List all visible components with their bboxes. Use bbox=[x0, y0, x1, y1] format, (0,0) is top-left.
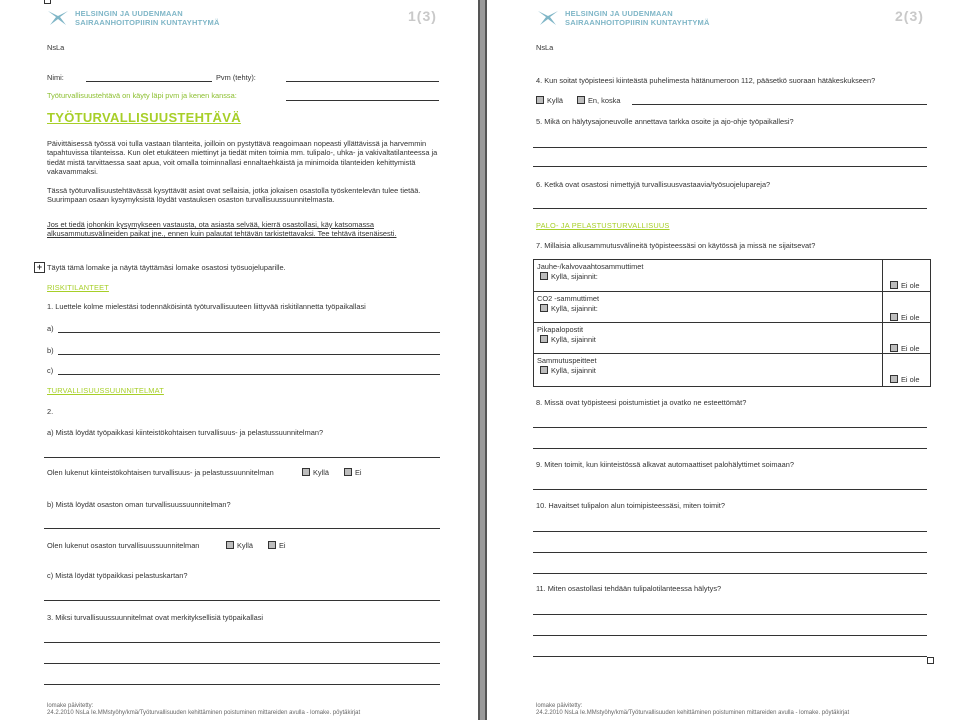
footer-path: 24.2.2010 NsLa Ie.MMstyöhy/kmä/Työturvallisuuden kehittäminen poistuminen mittareiden avulla - lomake. pöytäkirjat bbox=[47, 710, 361, 716]
table-row-no-option[interactable] bbox=[890, 375, 920, 384]
option-label: Ei ole bbox=[901, 281, 920, 290]
unit-label: NsLa bbox=[536, 43, 554, 52]
table-row-yes-option[interactable] bbox=[540, 304, 598, 313]
question-9: 9. Miten toimit, kun kiinteistössä alkavat automaattiset palohälyttimet soimaan? bbox=[536, 460, 794, 469]
option-label: Ei ole bbox=[901, 344, 920, 353]
answer-9-field[interactable] bbox=[533, 489, 927, 490]
table-row-separator bbox=[534, 353, 930, 354]
answer-10-line-1[interactable] bbox=[533, 531, 927, 532]
answer-2a-field[interactable] bbox=[44, 457, 440, 458]
answer-8-line-1[interactable] bbox=[533, 427, 927, 428]
answer-11-line-2[interactable] bbox=[533, 635, 927, 636]
hus-cross-icon bbox=[46, 9, 70, 27]
answer-3-line-1[interactable] bbox=[44, 642, 440, 643]
section-title-riskitilanteet: RISKITILANTEET bbox=[47, 283, 109, 292]
answer-10-line-2[interactable] bbox=[533, 552, 927, 553]
read-plan-question: Olen lukenut kiinteistökohtaisen turvallisuus- ja pelastussuunnitelman bbox=[47, 468, 274, 477]
option-label: Ei ole bbox=[901, 313, 920, 322]
question-10: 10. Havaitset tulipalon alun toimipisteessäsi, miten toimit? bbox=[536, 501, 725, 510]
expand-icon[interactable]: + bbox=[34, 262, 45, 273]
checkbox[interactable] bbox=[890, 281, 898, 289]
question-8: 8. Missä ovat työpisteesi poistumistiet ja ovatko ne esteettömät? bbox=[536, 398, 747, 407]
answer-1a-label: a) bbox=[47, 324, 54, 333]
q4-yes-option[interactable] bbox=[536, 96, 563, 105]
table-row-no-option[interactable] bbox=[890, 281, 920, 290]
table-row-yes-option[interactable] bbox=[540, 335, 596, 344]
read-plan-no-option[interactable] bbox=[344, 468, 362, 477]
answer-2c-field[interactable] bbox=[44, 600, 440, 601]
option-label: Kyllä, sijainnit: bbox=[551, 304, 598, 313]
logo-line-2: SAIRAANHOITOPIIRIN KUNTAYHTYMÄ bbox=[565, 18, 710, 27]
answer-1c-label: c) bbox=[47, 366, 54, 375]
question-2: 2. bbox=[47, 407, 54, 416]
answer-5-line-1[interactable] bbox=[533, 147, 927, 148]
logo-line-1: HELSINGIN JA UUDENMAAN bbox=[75, 9, 183, 18]
unit-label: NsLa bbox=[47, 43, 65, 52]
intro-paragraph-2: Tässä työturvallisuustehtävässä kysyttävät asiat ovat sellaisia, jotka jokaisen osastolla työskentelevän tulee tietää. Suurimpaan osaan kysymyksistä löydät vastauksen osaston turvallisuussuunnitelmasta. bbox=[47, 186, 421, 205]
q4-reason-field[interactable] bbox=[632, 104, 927, 105]
intro-paragraph-1: Päivittäisessä työssä voi tulla vastaan tilanteita, joilloin on pystyttävä reagoimaan nopeasti yllättävissä ja harvemmin tapahtuvissa tilanteissa. Kun olet etukäteen miettinyt ja tiedät miten toimia mm. tulipalo-, uhka- ja vakivaltatilanteessa ja tiedät mistä tarvittaessa saat apua, voit omalla toiminnallasi ennaltaehkäistä ja minimoida tilanteiden kehittymistä vakavammaksi. bbox=[47, 139, 438, 177]
hus-logo bbox=[536, 9, 710, 27]
q4-no-option[interactable] bbox=[577, 96, 620, 105]
answer-11-line-1[interactable] bbox=[533, 614, 927, 615]
table-row-no-option[interactable] bbox=[890, 313, 920, 322]
checkbox[interactable] bbox=[536, 96, 544, 104]
table-divider bbox=[882, 260, 883, 386]
question-3: 3. Miksi turvallisuussuunnitelmat ovat merkityksellisiä työpaikallasi bbox=[47, 613, 264, 622]
date-field[interactable] bbox=[286, 81, 439, 82]
table-row-yes-option[interactable] bbox=[540, 366, 596, 375]
footer-updated-label: lomake päivitetty: bbox=[536, 703, 583, 709]
table-row-yes-option[interactable] bbox=[540, 272, 598, 281]
option-label: Kyllä, sijainnit bbox=[551, 335, 596, 344]
answer-1c-field[interactable] bbox=[58, 374, 440, 375]
question-2b: b) Mistä löydät osaston oman turvallisuussuunnitelman? bbox=[47, 500, 231, 509]
question-4: 4. Kun soitat työpisteesi kiinteästä puhelimesta hätänumeroon 112, pääsetkö suoraan hätäkeskukseen? bbox=[536, 76, 876, 85]
page-corner-marker bbox=[44, 0, 51, 4]
table-row-separator bbox=[534, 322, 930, 323]
intro-paragraph-3: Jos et tiedä johonkin kysymykseen vastausta, ota asiasta selvää, kierrä osastollasi, käy katsomassa alkusammutusvälineiden paikat jne., ennen kuin palautat tehtävän tarkistettavaksi. Tee tehtävä itsenäisesti. bbox=[47, 220, 397, 239]
checkbox[interactable] bbox=[890, 344, 898, 352]
question-2a: a) Mistä löydät työpaikkasi kiinteistökohtaisen turvallisuus- ja pelastussuunnitelman? bbox=[47, 428, 324, 437]
document-page-2 bbox=[487, 0, 960, 720]
answer-6-field[interactable] bbox=[533, 208, 927, 209]
review-label: Työturvallisuustehtävä on käyty läpi pvm ja kenen kanssa: bbox=[47, 91, 237, 100]
name-field[interactable] bbox=[86, 81, 212, 82]
logo-line-1: HELSINGIN JA UUDENMAAN bbox=[565, 9, 673, 18]
answer-10-line-3[interactable] bbox=[533, 573, 927, 574]
answer-8-line-2[interactable] bbox=[533, 448, 927, 449]
checkbox[interactable] bbox=[302, 468, 310, 476]
footer-updated-label: lomake päivitetty: bbox=[47, 703, 94, 709]
read-unit-plan-question: Olen lukenut osaston turvallisuussuunnitelman bbox=[47, 541, 200, 550]
table-row-name: Pikapalopostit bbox=[537, 325, 584, 334]
page-edge-left bbox=[478, 0, 480, 720]
option-label: Kyllä bbox=[547, 96, 564, 105]
table-row-separator bbox=[534, 291, 930, 292]
footer bbox=[47, 703, 360, 717]
document-page-1 bbox=[0, 0, 478, 720]
footer bbox=[536, 703, 849, 717]
question-6: 6. Ketkä ovat osastosi nimettyjä turvallisuusvastaavia/työsuojelupareja? bbox=[536, 180, 771, 189]
document-title: TYÖTURVALLISUUSTEHTÄVÄ bbox=[47, 110, 241, 125]
read-plan-yes-option[interactable] bbox=[302, 468, 329, 477]
instruction-text: Täytä tämä lomake ja näytä täyttämäsi lomake osastosi työsuojeluparille. bbox=[47, 263, 286, 272]
checkbox[interactable] bbox=[344, 468, 352, 476]
question-5: 5. Mikä on hälytysajoneuvolle annettava tarkka osoite ja ajo-ohje työpaikallesi? bbox=[536, 117, 794, 126]
question-11: 11. Miten osastollasi tehdään tulipalotilanteessa hälytys? bbox=[536, 584, 722, 593]
checkbox[interactable] bbox=[540, 304, 548, 312]
option-label: Kyllä bbox=[313, 468, 330, 477]
hus-logo bbox=[46, 9, 220, 27]
option-label: Kyllä, sijainnit: bbox=[551, 272, 598, 281]
question-2c: c) Mistä löydät työpaikkasi pelastuskartan? bbox=[47, 571, 188, 580]
question-7: 7. Millaisia alkusammutusvälineitä työpisteessäsi on käytössä ja missä ne sijaitsevat? bbox=[536, 241, 816, 250]
table-row-name: CO2 -sammuttimet bbox=[537, 294, 600, 303]
table-row-no-option[interactable] bbox=[890, 344, 920, 353]
checkbox[interactable] bbox=[540, 335, 548, 343]
option-label: Ei ole bbox=[901, 375, 920, 384]
review-field[interactable] bbox=[286, 100, 439, 101]
checkbox[interactable] bbox=[540, 272, 548, 280]
table-row-name: Jauhe-/kalvovaahtosammuttimet bbox=[537, 262, 644, 271]
checkbox[interactable] bbox=[540, 366, 548, 374]
option-label: Ei bbox=[279, 541, 286, 550]
answer-2b-field[interactable] bbox=[44, 528, 440, 529]
hus-cross-icon bbox=[536, 9, 560, 27]
page-number: 1(3) bbox=[408, 8, 437, 24]
checkbox[interactable] bbox=[890, 313, 898, 321]
resize-handle[interactable] bbox=[927, 657, 934, 664]
page-number: 2(3) bbox=[895, 8, 924, 24]
option-label: Ei bbox=[355, 468, 362, 477]
logo-line-2: SAIRAANHOITOPIIRIN KUNTAYHTYMÄ bbox=[75, 18, 220, 27]
section-title-palo: PALO- JA PELASTUSTURVALLISUUS bbox=[536, 221, 670, 230]
table-row-name: Sammutuspeitteet bbox=[537, 356, 597, 365]
answer-1b-field[interactable] bbox=[58, 354, 440, 355]
checkbox[interactable] bbox=[226, 541, 234, 549]
date-label: Pvm (tehty): bbox=[216, 73, 256, 82]
footer-path: 24.2.2010 NsLa Ie.MMstyöhy/kmä/Työturvallisuuden kehittäminen poistuminen mittareiden avulla - lomake. pöytäkirjat bbox=[536, 710, 850, 716]
answer-1b-label: b) bbox=[47, 346, 54, 355]
answer-3-line-3[interactable] bbox=[44, 684, 440, 685]
checkbox[interactable] bbox=[890, 375, 898, 383]
read-unit-plan-yes-option[interactable] bbox=[226, 541, 253, 550]
answer-5-line-2[interactable] bbox=[533, 166, 927, 167]
answer-3-line-2[interactable] bbox=[44, 663, 440, 664]
option-label: En, koska bbox=[588, 96, 621, 105]
answer-11-line-3[interactable] bbox=[533, 656, 927, 657]
question-1: 1. Luettele kolme mielestäsi todennäköisintä työturvallisuuteen liittyvää riskitilannetta työpaikallasi bbox=[47, 302, 366, 311]
checkbox[interactable] bbox=[577, 96, 585, 104]
name-label: Nimi: bbox=[47, 73, 64, 82]
option-label: Kyllä bbox=[237, 541, 254, 550]
read-unit-plan-no-option[interactable] bbox=[268, 541, 286, 550]
checkbox[interactable] bbox=[268, 541, 276, 549]
section-title-turvallisuussuunnitelmat: TURVALLISUUSSUUNNITELMAT bbox=[47, 386, 164, 395]
option-label: Kyllä, sijainnit bbox=[551, 366, 596, 375]
extinguisher-table bbox=[533, 259, 931, 387]
answer-1a-field[interactable] bbox=[58, 332, 440, 333]
